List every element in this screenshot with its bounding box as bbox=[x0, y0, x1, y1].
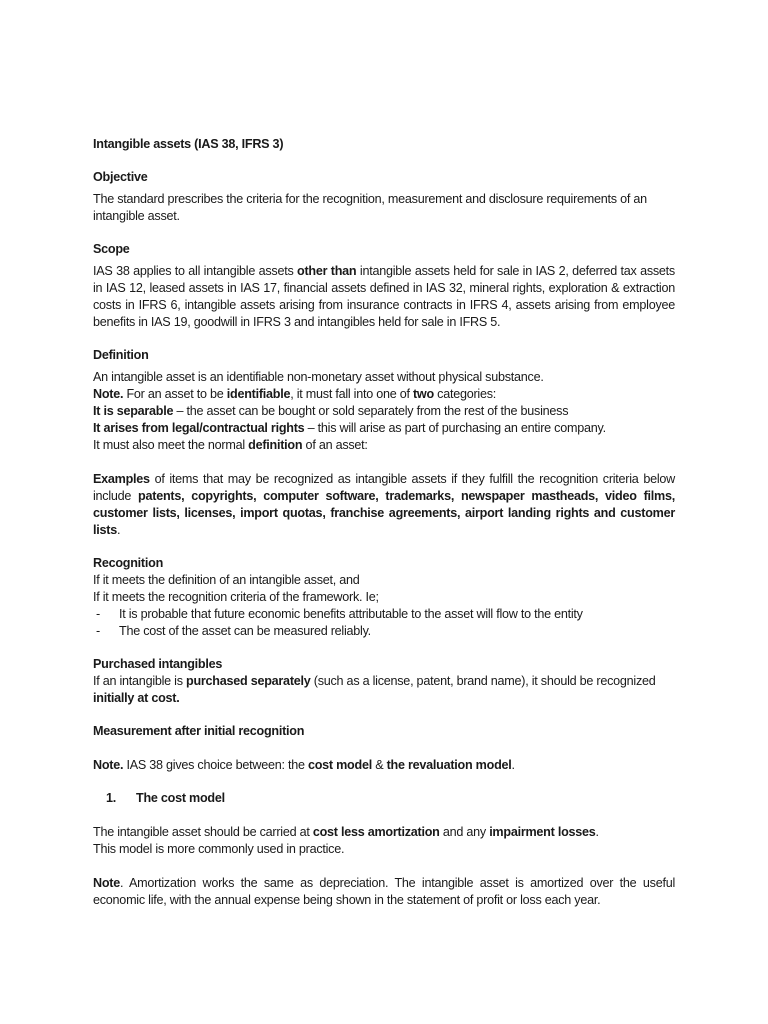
recognition-line: If it meets the recognition criteria of the framework. Ie; bbox=[93, 590, 379, 604]
objective-heading: Objective bbox=[93, 170, 148, 184]
separable-line: It is separable – the asset can be bought or sold separately from the rest of the business bbox=[93, 404, 569, 418]
scope-emphasis: other than bbox=[297, 264, 357, 278]
definition-note: Note. For an asset to be identifiable, it must fall into one of two categories: bbox=[93, 387, 497, 401]
scope-text: IAS 38 applies to all intangible assets other than intangible assets held for sale in IAS 2, deferred tax assets in IAS 12, leased assets in IAS 17, financial assets defined in IAS 32, mineral rights, exploration & extraction costs in IFRS 6, intangible assets arising from insurance contracts in IFRS 4, assets arising from employee benefits in IAS 19, goodwill in IFRS 3 and intangibles held for sale in IFRS 5. bbox=[93, 264, 675, 329]
asset-definition-line: It must also meet the normal definition of an asset: bbox=[93, 438, 368, 452]
recognition-line: If it meets the definition of an intangible asset, and bbox=[93, 573, 360, 587]
amortization-note: Note. Amortization works the same as depreciation. The intangible asset is amortized over the useful economic life, with the annual expense being shown in the statement of profit or loss each year. bbox=[93, 876, 675, 907]
cost-model-practice: This model is more commonly used in practice. bbox=[93, 842, 345, 856]
definition-line: An intangible asset is an identifiable non-monetary asset without physical substance. bbox=[93, 370, 544, 384]
document-title: Intangible assets (IAS 38, IFRS 3) bbox=[93, 137, 284, 151]
objective-text: The standard prescribes the criteria for the recognition, measurement and disclosure requirements of an intangible asset. bbox=[93, 192, 647, 223]
measurement-heading: Measurement after initial recognition bbox=[93, 724, 305, 738]
measurement-note: Note. IAS 38 gives choice between: the cost model & the revaluation model. bbox=[93, 758, 515, 772]
purchased-heading: Purchased intangibles bbox=[93, 657, 223, 671]
examples-paragraph: Examples of items that may be recognized as intangible assets if they fulfill the recognition criteria below include patents, copyrights, computer software, trademarks, newspaper mastheads, video films, customer lists, licenses, import quotas, franchise agreements, airport landing rights and customer lists. bbox=[93, 472, 675, 537]
legal-rights-line: It arises from legal/contractual rights – this will arise as part of purchasing an entire company. bbox=[93, 421, 606, 435]
scope-heading: Scope bbox=[93, 242, 130, 256]
recognition-heading: Recognition bbox=[93, 556, 164, 570]
examples-list: patents, copyrights, computer software, trademarks, newspaper mastheads, video films, customer lists, licenses, import quotas, franchise agreements, airport landing rights and customer lists bbox=[93, 489, 675, 537]
list-item: - It is probable that future economic benefits attributable to the asset will flow to the entity bbox=[96, 607, 583, 621]
cost-model-heading: 1. The cost model bbox=[106, 791, 225, 805]
definition-heading: Definition bbox=[93, 348, 149, 362]
cost-model-text: The intangible asset should be carried at cost less amortization and any impairment losses. bbox=[93, 825, 599, 839]
purchased-text: If an intangible is purchased separately (such as a license, patent, brand name), it should be recognized initially at cost. bbox=[93, 674, 656, 705]
document-page bbox=[93, 126, 675, 909]
list-item: - The cost of the asset can be measured reliably. bbox=[96, 624, 371, 638]
